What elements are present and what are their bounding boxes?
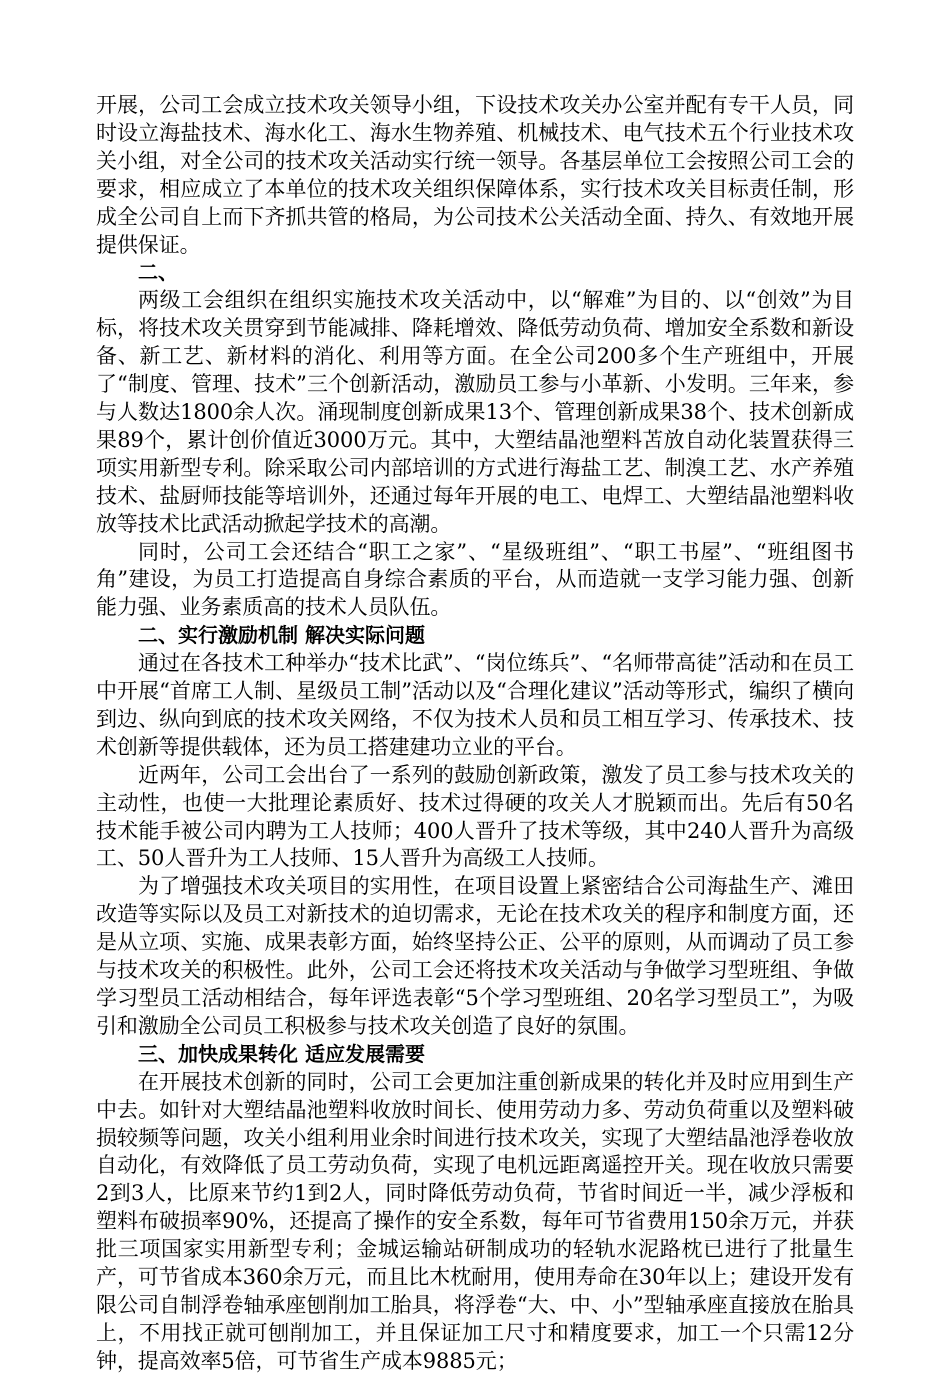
section-heading: 二、实行激励机制 解决实际问题 <box>138 623 425 648</box>
body-paragraph: 通过在各技术工种举办“技术比武”、“岗位练兵”、“名师带高徒”活动和在员工中开展“首席工人制、星级员工制”活动以及“合理化建议”活动等形式，编织了横向到边、纵向到底的技术攻关网络，不仅为技术人员和员工相互学习、传承技术、技术创新等提供载体，还为员工搭建建功立业的平台。 <box>96 651 854 759</box>
body-paragraph: 同时，公司工会还结合“职工之家”、“星级班组”、“职工书屋”、“班组图书角”建设，为员工打造提高自身综合素质的平台，从而造就一支学习能力强、创新能力强、业务素质高的技术人员队伍。 <box>96 539 854 620</box>
body-paragraph: 在开展技术创新的同时，公司工会更加注重创新成果的转化并及时应用到生产中去。如针对大塑结晶池塑料收放时间长、使用劳动力多、劳动负荷重以及塑料破损较频等问题，攻关小组利用业余时间进行技术攻关，实现了大塑结晶池浮卷收放自动化，有效降低了员工劳动负荷，实现了电机远距离遥控开关。现在收放只需要2到3人，比原来节约1到2人，同时降低劳动负荷，节省时间近一半，减少浮板和塑料布破损率90%，还提高了操作的安全系数，每年可节省费用150余万元，并获批三项国家实用新型专利；金城运输站研制成功的轻轨水泥路枕已进行了批量生产，可节省成本360余万元，而且比木枕耐用，使用寿命在30年以上；建设开发有限公司自制浮卷轴承座刨削加工胎具，将浮卷“大、中、小”型轴承座直接放在胎具上，不用找正就可刨削加工，并且保证加工尺寸和精度要求，加工一个只需12分钟，提高效率5倍，可节省生产成本9885元； <box>96 1069 854 1373</box>
section-heading: 三、加快成果转化 适应发展需要 <box>138 1041 425 1066</box>
body-paragraph: 近两年，公司工会出台了一系列的鼓励创新政策，激发了员工参与技术攻关的主动性，也使一大批理论素质好、技术过得硬的攻关人才脱颖而出。先后有50名技术能手被公司内聘为工人技师；400人晋升了技术等级，其中240人晋升为高级工、50人晋升为工人技师、15人晋升为高级工人技师。 <box>96 762 854 871</box>
body-paragraph: 为了增强技术攻关项目的实用性，在项目设置上紧密结合公司海盐生产、滩田改造等实际以及员工对新技术的迫切需求，无论在技术攻关的程序和制度方面，还是从立项、实施、成果表彰方面，始终坚持公正、公平的原则，从而调动了员工参与技术攻关的积极性。此外，公司工会还将技术攻关活动与争做学习型班组、争做学习型员工活动相结合，每年评选表彰“5个学习型班组、20名学习型员工”，为吸引和激励全公司员工积极参与技术攻关创造了良好的氛围。 <box>96 874 854 1038</box>
body-paragraph: 开展，公司工会成立技术攻关领导小组，下设技术攻关办公室并配有专干人员，同时设立海盐技术、海水化工、海水生物养殖、机械技术、电气技术五个行业技术攻关小组，对全公司的技术攻关活动实行统一领导。各基层单位工会按照公司工会的要求，相应成立了本单位的技术攻关组织保障体系，实行技术攻关目标责任制，形成全公司自上而下齐抓共管的格局，为公司技术公关活动全面、持久、有效地开展提供保证。 <box>96 93 854 257</box>
body-paragraph: 两级工会组织在组织实施技术攻关活动中，以“解难”为目的、以“创效”为目标，将技术攻关贯穿到节能减排、降耗增效、降低劳动负荷、增加安全系数和新设备、新工艺、新材料的消化、利用等方面。在全公司200多个生产班组中，开展了“制度、管理、技术”三个创新活动，激励员工参与小革新、小发明。三年来，参与人数达1800余人次。涌现制度创新成果13个、管理创新成果38个、技术创新成果89个，累计创价值近3000万元。其中，大塑结晶池塑料苫放自动化装置获得三项实用新型专利。除采取公司内部培训的方式进行海盐工艺、制溴工艺、水产养殖技术、盐厨师技能等培训外，还通过每年开展的电工、电焊工、大塑结晶池塑料收放等技术比武活动掀起学技术的高潮。 <box>96 288 854 536</box>
section-heading: 二、 <box>138 260 178 285</box>
document-body <box>96 92 854 1376</box>
